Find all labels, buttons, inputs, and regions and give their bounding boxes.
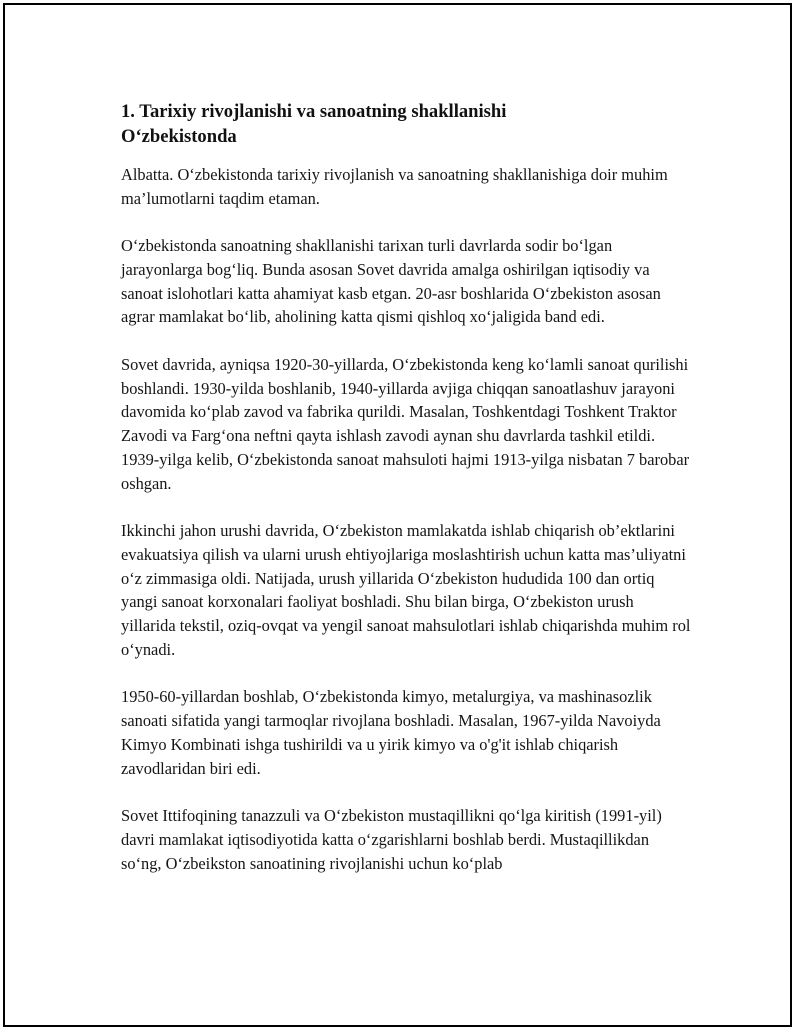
paragraph-background: O‘zbekistonda sanoatning shakllanishi tarixan turli davrlarda sodir bo‘lgan jarayonlarga bog‘liq. Bunda asosan Sovet davrida amalga oshirilgan iqtisodiy va sanoat islohotlari katta ahamiyat kasb etgan. 20-asr boshlarida O‘zbekiston asosan agrar mamlakat bo‘lib, aholining katta qismi qishloq xo‘jaligida band edi. [121, 236, 661, 327]
section-title-line-2: O‘zbekistonda [121, 125, 237, 147]
paragraph-intro: Albatta. O‘zbekistonda tarixiy rivojlanish va sanoatning shakllanishiga doir muhim ma’lumotlarni taqdim etaman. [121, 165, 668, 208]
page-frame [3, 3, 792, 1027]
paragraph-independence: Sovet Ittifoqining tanazzuli va O‘zbekiston mustaqillikni qo‘lga kiritish (1991-yil) davri mamlakat iqtisodiyotida katta o‘zgarishlarni boshlab berdi. Mustaqillikdan so‘ng, O‘zbeikston sanoatining rivojlanishi uchun ko‘plab [121, 806, 662, 873]
section-title-line-1: 1. Tarixiy rivojlanishi va sanoatning shakllanishi [121, 101, 507, 122]
paragraph-world-war-two: Ikkinchi jahon urushi davrida, O‘zbekiston mamlakatda ishlab chiqarish ob’ektlarini evakuatsiya qilish va ularni urush ehtiyojlariga moslashtirish uchun katta mas’uliyatni o‘z zimmasiga oldi. Natijada, urush yillarida O‘zbekiston hududida 100 dan ortiq yangi sanoat korxonalari faoliyat boshladi. Shu bilan birga, O‘zbekiston urush yillarida tekstil, oziq-ovqat va yengil sanoat mahsulotlari ishlab chiqarishda muhim rol o‘ynadi. [121, 521, 691, 660]
document-body [121, 100, 691, 899]
paragraph-postwar-industries: 1950-60-yillardan boshlab, O‘zbekistonda kimyo, metalurgiya, va mashinasozlik sanoati sifatida yangi tarmoqlar rivojlana boshladi. Masalan, 1967-yilda Navoiyda Kimyo Kombinati ishga tushirildi va u yirik kimyo va o'g'it ishlab chiqarish zavodlaridan biri edi. [121, 687, 661, 778]
paragraph-soviet-era: Sovet davrida, ayniqsa 1920-30-yillarda, O‘zbekistonda keng ko‘lamli sanoat qurilishi boshlandi. 1930-yilda boshlanib, 1940-yillarda avjiga chiqqan sanoatlashuv jarayoni davomida ko‘plab zavod va fabrika qurildi. Masalan, Toshkentdagi Toshkent Traktor Zavodi va Farg‘ona neftni qayta ishlash zavodi aynan shu davrlarda tashkil etildi. 1939-yilga kelib, O‘zbekistonda sanoat mahsuloti hajmi 1913-yilga nisbatan 7 barobar oshgan. [121, 354, 690, 493]
section-title [121, 100, 691, 149]
